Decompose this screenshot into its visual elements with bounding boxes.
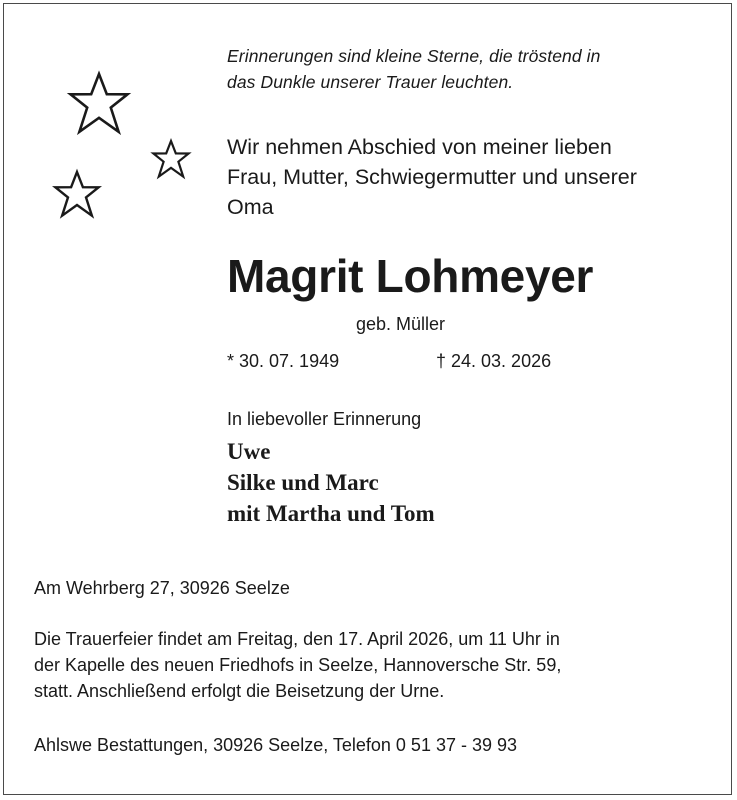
star-icon bbox=[71, 74, 128, 132]
quote-line: Erinnerungen sind kleine Sterne, die tröstend in bbox=[227, 46, 601, 66]
mourner-name: Silke und Marc bbox=[227, 470, 379, 495]
ceremony-line: der Kapelle des neuen Friedhofs in Seelze, Hannoversche Str. 59, bbox=[34, 655, 562, 675]
mourners-list bbox=[227, 436, 435, 529]
ceremony-details bbox=[34, 626, 714, 704]
quote-line: das Dunkle unserer Trauer leuchten. bbox=[227, 72, 514, 92]
funeral-home-info: Ahlswe Bestattungen, 30926 Seelze, Telefon 0 51 37 - 39 93 bbox=[34, 735, 518, 755]
star-icon bbox=[153, 141, 188, 177]
memory-text: In liebevoller Erinnerung bbox=[227, 409, 422, 429]
birth-date: * 30. 07. 1949 bbox=[227, 351, 340, 371]
mourner-name: Uwe bbox=[227, 439, 271, 464]
farewell-line: Wir nehmen Abschied von meiner lieben bbox=[227, 135, 612, 159]
ceremony-line: Die Trauerfeier findet am Freitag, den 17. April 2026, um 11 Uhr in bbox=[34, 629, 560, 649]
deceased-name: Magrit Lohmeyer bbox=[227, 250, 594, 302]
maiden-name: geb. Müller bbox=[356, 314, 446, 334]
star-icon bbox=[55, 172, 98, 216]
farewell-line: Frau, Mutter, Schwiegermutter und unserer bbox=[227, 165, 637, 189]
mourner-name: mit Martha und Tom bbox=[227, 501, 435, 526]
memorial-quote bbox=[227, 43, 707, 95]
farewell-text bbox=[227, 132, 707, 222]
stars-decoration bbox=[40, 60, 210, 240]
farewell-line: Oma bbox=[227, 195, 274, 219]
death-date: † 24. 03. 2026 bbox=[436, 351, 552, 371]
family-address: Am Wehrberg 27, 30926 Seelze bbox=[34, 578, 290, 598]
ceremony-line: statt. Anschließend erfolgt die Beisetzung der Urne. bbox=[34, 681, 445, 701]
